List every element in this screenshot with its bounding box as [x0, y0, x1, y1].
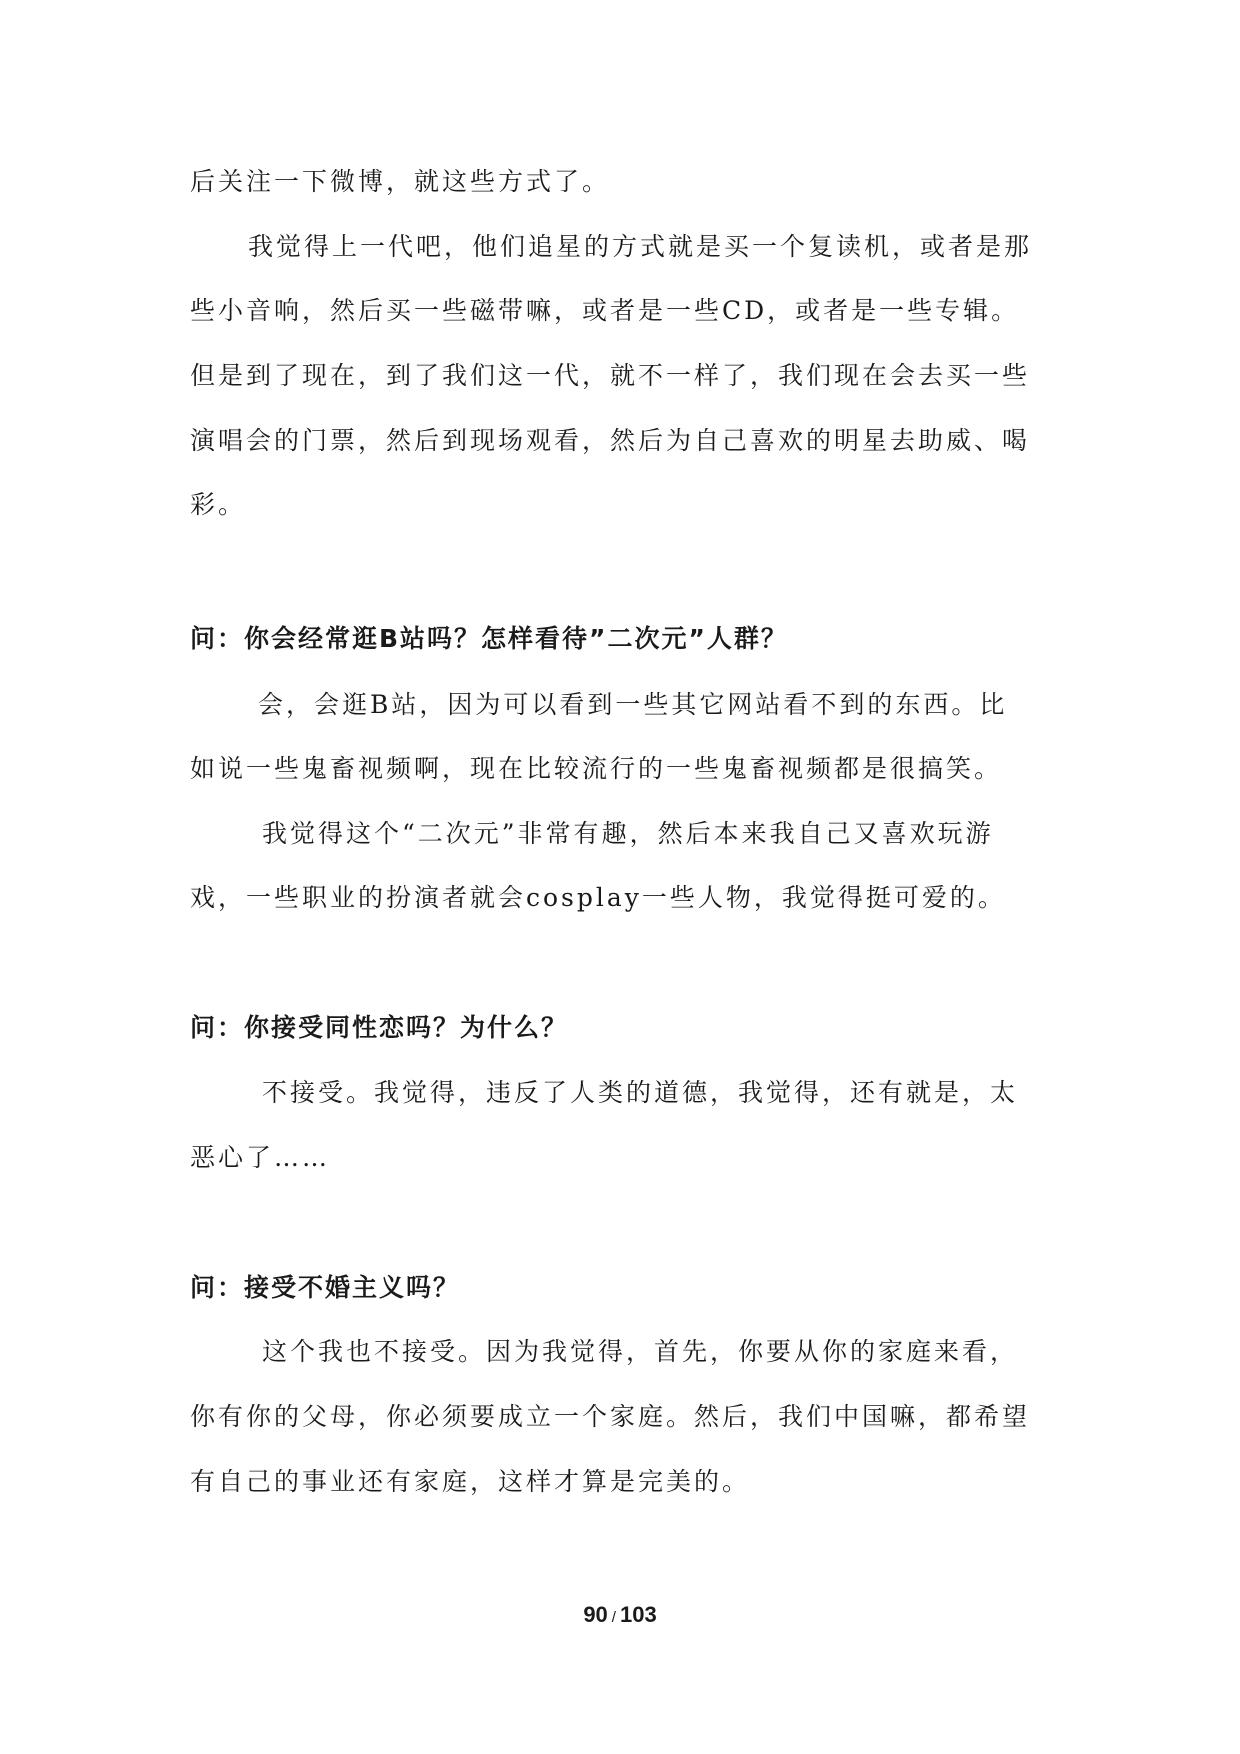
paragraph-line: 有自己的事业还有家庭，这样才算是完美的。	[190, 1467, 751, 1496]
paragraph-line: 后关注一下微博，就这些方式了。	[190, 167, 611, 196]
paragraph-line: 这个我也不接受。因为我觉得，首先，你要从你的家庭来看，	[262, 1337, 1019, 1366]
page-total: 103	[619, 1602, 657, 1627]
paragraph-line: 彩。	[190, 490, 247, 519]
paragraph-line: 戏，一些职业的扮演者就会cosplay一些人物，我觉得挺可爱的。	[190, 883, 1006, 912]
page-current: 90	[583, 1602, 608, 1627]
page-number	[0, 1600, 1240, 1633]
paragraph-line: 恶心了……	[190, 1143, 331, 1172]
paragraph-line: 你有你的父母，你必须要成立一个家庭。然后，我们中国嘛，都希望	[190, 1402, 1031, 1431]
paragraph-line: 我觉得上一代吧，他们追星的方式就是买一个复读机，或者是那	[248, 232, 1033, 261]
question-heading: 问：接受不婚主义吗？	[190, 1273, 461, 1302]
question-heading: 问：你接受同性恋吗？为什么？	[190, 1013, 569, 1042]
paragraph-line: 演唱会的门票，然后到现场观看，然后为自己喜欢的明星去助威、喝	[190, 426, 1031, 455]
paragraph-line: 如说一些鬼畜视频啊，现在比较流行的一些鬼畜视频都是很搞笑。	[190, 754, 1003, 783]
paragraph-line: 但是到了现在，到了我们这一代，就不一样了，我们现在会去买一些	[190, 361, 1031, 390]
paragraph-line: 会，会逛B站，因为可以看到一些其它网站看不到的东西。比	[258, 690, 1008, 719]
question-heading: 问：你会经常逛B站吗？怎样看待”二次元”人群？	[190, 624, 788, 653]
paragraph-line: 不接受。我觉得，违反了人类的道德，我觉得，还有就是，太	[262, 1078, 1019, 1107]
page-separator: /	[611, 1609, 616, 1626]
paragraph-line: 些小音响，然后买一些磁带嘛，或者是一些CD，或者是一些专辑。	[190, 296, 1020, 325]
paragraph-line: 我觉得这个“二次元”非常有趣，然后本来我自己又喜欢玩游	[262, 819, 994, 848]
